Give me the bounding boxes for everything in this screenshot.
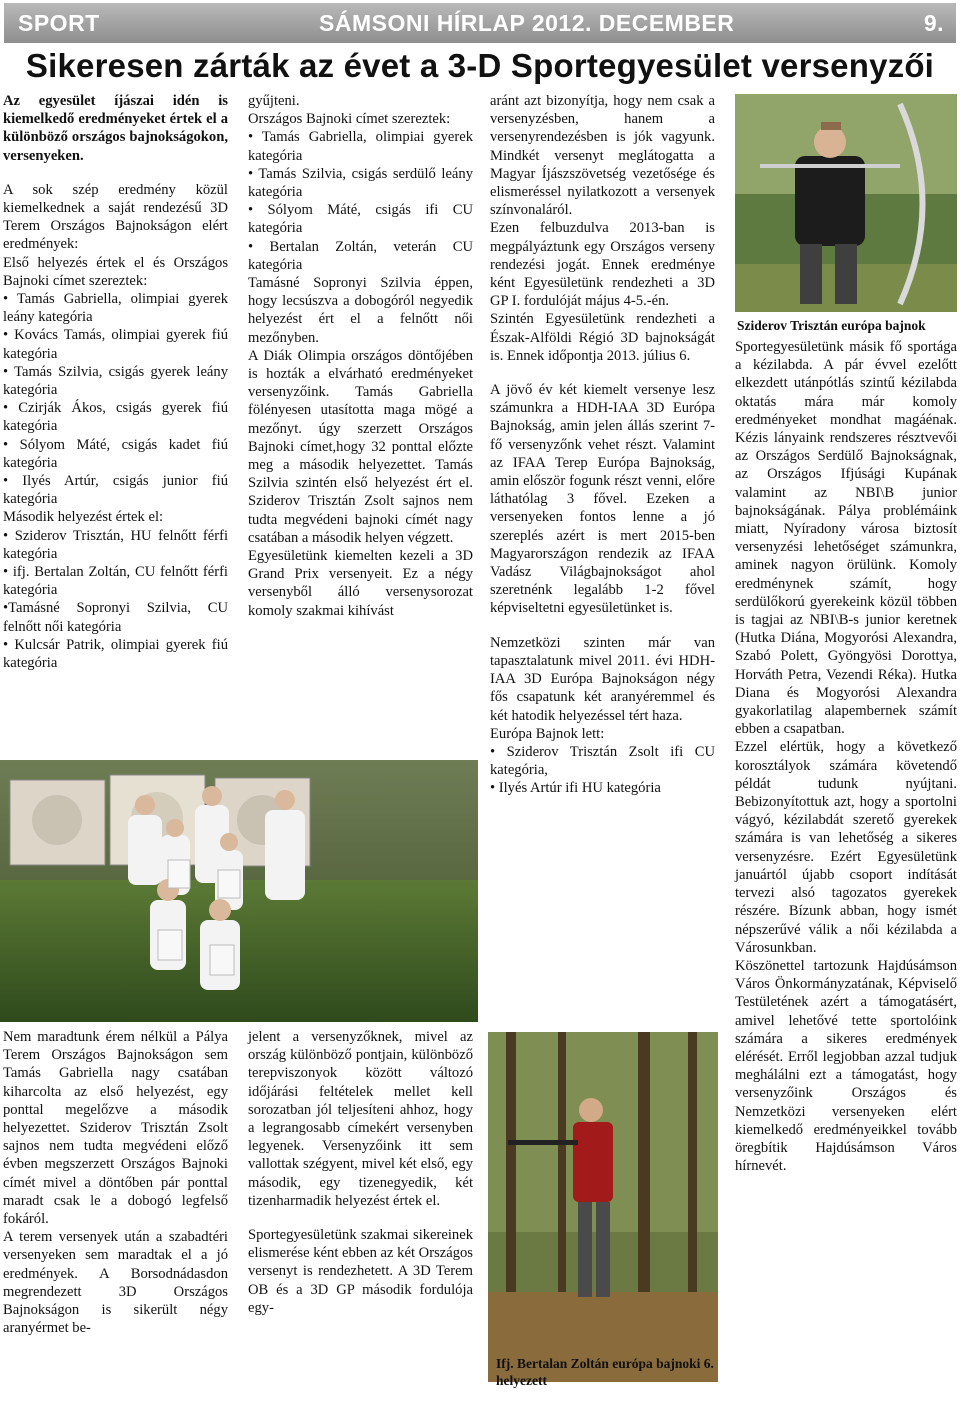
paragraph: • Sólyom Máté, csigás kadet fiú kategória: [3, 436, 228, 471]
column-3: [490, 92, 715, 798]
paragraph: • Ilyés Artúr, csigás junior fiú kategória: [3, 473, 228, 508]
paragraph: Köszönettel tartozunk Hajdúsámson Város Önkormányzatának, Képviselő Testületének azért a támogatásért, amivel lehetővé tette sportolóink számára a sikeres eredmények elérését. Erről legjobban azzal tudjuk meghálálni ezt a támogatást, hogy versenyzőink Országos és Nemzetközi versenyeken elért kiemelkedő eredményeikkel tovább öregbítik Hajdúsámson Város hírnevét.: [735, 957, 957, 1175]
paragraph: Nemzetközi szinten már van tapasztalatunk mivel 2011. évi HDH-IAA 3D Európa Bajnokságon négy fős csapatunk két aranyéremmel és két hatodik helyezéssel tért haza.: [490, 634, 715, 724]
column-1-top: [3, 92, 228, 672]
newspaper-title: SÁMSONI HÍRLAP 2012. DECEMBER: [319, 10, 735, 36]
paragraph: Egyesületünk kiemelten kezeli a 3D Grand Prix versenyeit. Ez a négy versenyből álló versenysorozat komoly szakmai kihívást: [248, 548, 473, 619]
paragraph: Európa Bajnok lett:: [490, 725, 605, 742]
paragraph: • Tamás Szilvia, csigás gyerek leány kategória: [3, 363, 228, 399]
group-photo-image: [0, 760, 478, 1022]
paragraph: Első helyezés értek el és Országos Bajnoki címet szereztek:: [3, 254, 228, 289]
paragraph: Az egyesület íjászai idén is kiemelkedő eredményeket értek el a különböző országos bajnokságokon, versenyeken.: [3, 93, 228, 164]
archer-top-image: [735, 94, 957, 312]
paragraph: • Bertalan Zoltán, veterán CU kategória: [248, 238, 473, 273]
page-number: 9.: [923, 10, 944, 36]
paragraph: Országos Bajnoki címet szereztek:: [248, 111, 451, 128]
paragraph: • Ilyés Artúr ifi HU kategória: [490, 780, 661, 797]
paragraph: • Sziderov Trisztán, HU felnőtt férfi kategória: [3, 527, 228, 562]
group-photo: [0, 760, 478, 1022]
paragraph: • Kulcsár Patrik, olimpiai gyerek fiú kategória: [3, 636, 228, 672]
paragraph: aránt azt bizonyítja, hogy nem csak a versenyzésben, hanem a versenyrendezésben is jók vagyunk. Mindkét versenyt meglátogatta a Magyar Íjászszövetség vezetősége és elismeréssel nyilatkozott a versenyek színvonaláról.: [490, 93, 715, 219]
paragraph: A sok szép eredmény közül kiemelkednek a saját rendezésű 3D Terem Országos Bajnokságon elért eredmények:: [3, 181, 228, 253]
paragraph: • Czirják Ákos, csigás gyerek fiú kategória: [3, 400, 228, 435]
paragraph: • Kovács Tamás, olimpiai gyerek fiú kategória: [3, 327, 228, 362]
paragraph: • ifj. Bertalan Zoltán, CU felnőtt férfi kategória: [3, 564, 228, 599]
paragraph: Nem maradtunk érem nélkül a Pálya Terem Országos Bajnokságon sem Tamás Gabriella nagy csatában kiharcolta az első helyezést, egy ponttal megelőzve a második helyezettet. Sziderov Trisztán Zsolt sajnos nem tudta megvédeni előző évben megszerzett Országos Bajnoki címét mivel a döntőben pár ponttal maradt csak le a dobogó legfelső fokáról.: [3, 1029, 228, 1228]
paragraph: Szintén Egyesületünk rendezheti a Észak-Alföldi Régió 3D bajnokságát is. Ennek időpontja 2013. július 6.: [490, 311, 715, 364]
column-4: [735, 338, 957, 1175]
paragraph: Ezen felbuzdulva 2013-ban is megpályáztunk egy Országos verseny rendezési jogát. Ennek eredménye ként Egyesületünk rendezheti a 3D GP I. fordulóját május 4-5.-én.: [490, 220, 715, 310]
forest-archer-photo: [488, 1032, 718, 1382]
paragraph-gap: [248, 1210, 473, 1226]
paragraph: jelent a versenyzőknek, mivel az ország különböző pontjain, különböző terepviszonyok között változó időjárási feltételek mellet kell sorozatban jól teljesíteni ahhoz, hogy a legrangosabb címekért versenyben legyenek. Versenyzőink itt sem vallottak szégyent, mivel két első, egy második, egy tizenegyedik, két tizenharmadik helyezést értek el.: [248, 1029, 473, 1209]
archer-top-caption: Sziderov Trisztán európa bajnok: [737, 318, 926, 333]
paragraph: Tamásné Sopronyi Szilvia éppen, hogy lecsúszva a dobogóról negyedik helyezést ért el a felnőtt női mezőnyben.: [248, 275, 473, 346]
paragraph: •Tamásné Sopronyi Szilvia, CU felnőtt női kategória: [3, 600, 228, 635]
paragraph-gap: [490, 618, 715, 634]
archer-top-photo: [735, 94, 957, 312]
forest-archer-image: [488, 1032, 718, 1382]
paragraph: Ezzel elértük, hogy a következő korosztályok számára követendő példát tudunk nyújtani. Bebizonyítottuk azt, hogy a sportolni vágyó, kézilabdát szerető gyerekek számára is van lehetőség a sikeres versenyzésre. Ezért Egyesületünk januártól újabb csoport indítását tervezi alsó tagozatos gyerekek részére. Bízunk abban, hogy ismét népszerűvé válik a női kézilabda a Városunkban.: [735, 739, 957, 956]
paragraph: • Tamás Gabriella, olimpiai gyerek leány kategória: [3, 291, 228, 326]
paragraph: A jövő év két kiemelt versenye lesz számunkra a HDH-IAA 3D Európa Bajnokság, amin jelen állás szerint 7-fő versenyzőnk vehet részt. Valamint az IFAA Terep Európa Bajnokság, amin először fogunk részt venni, előre láthatólag 3 fővel. Ezeken a versenyeken fontos lenne a jó szereplés azért is mert 2015-ben Magyarországon rendezik az IFAA Vadász Világbajnokságot ahol szeretnénk legalább 1-2 fővel képviseltetni egyesületünket is.: [490, 382, 715, 617]
column-1-bottom: [3, 1028, 228, 1337]
paragraph: Sportegyesületünk másik fő sportága a kézilabda. A pár évvel ezelőtt elkezdett utánpótlás szintű kézilabda oktatás mára már komoly eredményeket mondhat magáénak. Kézis lányaink rendszeres résztvevői az Országos Serdülő Bajnokságnak, az Országos Ifjúsági Kupának valamint az NBI\B junior bajnokságának. Pálya problémáink miatt, Nyíradony városa biztosít versenyzési lehetőséget számunkra, aminek nagyon örülünk. Komoly eredménynek számít, hogy serdülőkorú gyerekeink közül többen is tagjai az NBI\B-s junior keretnek (Hutka Diána, Mogyorósi Alexandra, Szabó Polett, Gyöngyösi Dorottya, Horváth Petra, Vezendi Réka). Hutka Diana és Mogyorósi Alexandra gyakorlatilag alapembernek számít ebben a csapatban.: [735, 339, 957, 738]
paragraph: A terem versenyek után a szabadtéri versenyeken sem maradtak el a jó eredmények. A Borsodnádasdon megrendezett 3D Országos Bajnokságon is sikerült négy aranyérmet be-: [3, 1229, 228, 1337]
paragraph: • Tamás Szilvia, csigás serdülő leány kategória: [248, 165, 473, 201]
paragraph: A Diák Olimpia országos döntőjében is hozták a elvárható eredményeket versenyzőink. Tamás Gabriella fölényesen utasította maga mögé a mezőnyt. úgy szerzett Országos Bajnoki címet,hogy 32 ponttal előzte meg a második helyezettet. Tamás Szilvia szintén első helyezést ért el. Sziderov Trisztán Zsolt sajnos nem tudta megvédeni bajnoki címét nagy csatában a második helyen végzett.: [248, 347, 473, 546]
forest-archer-caption: Ifj. Bertalan Zoltán európa bajnoki 6. helyezett: [496, 1356, 714, 1388]
paragraph: • Sziderov Trisztán Zsolt ifi CU kategória,: [490, 743, 715, 779]
paragraph: Sportegyesületünk szakmai sikereinek elismerése ként ebben az két Országos versenyt is rendezhetett. A 3D Terem OB és a 3D GP második fordulója egy-: [248, 1227, 473, 1316]
column-2-bottom: [248, 1028, 473, 1317]
column-2-top: [248, 92, 473, 620]
paragraph-gap: [490, 365, 715, 381]
paragraph-gap: [3, 165, 228, 181]
header-bar: [4, 3, 956, 43]
paragraph: • Sólyom Máté, csigás ifi CU kategória: [248, 202, 473, 237]
paragraph: gyűjteni.: [248, 93, 300, 109]
paragraph: Második helyezést értek el:: [3, 509, 164, 526]
section-name: SPORT: [18, 10, 100, 36]
headline: Sikeresen zárták az évet a 3-D Sportegyesület versenyzői: [25, 47, 935, 84]
paragraph: • Tamás Gabriella, olimpiai gyerek kategória: [248, 129, 473, 164]
